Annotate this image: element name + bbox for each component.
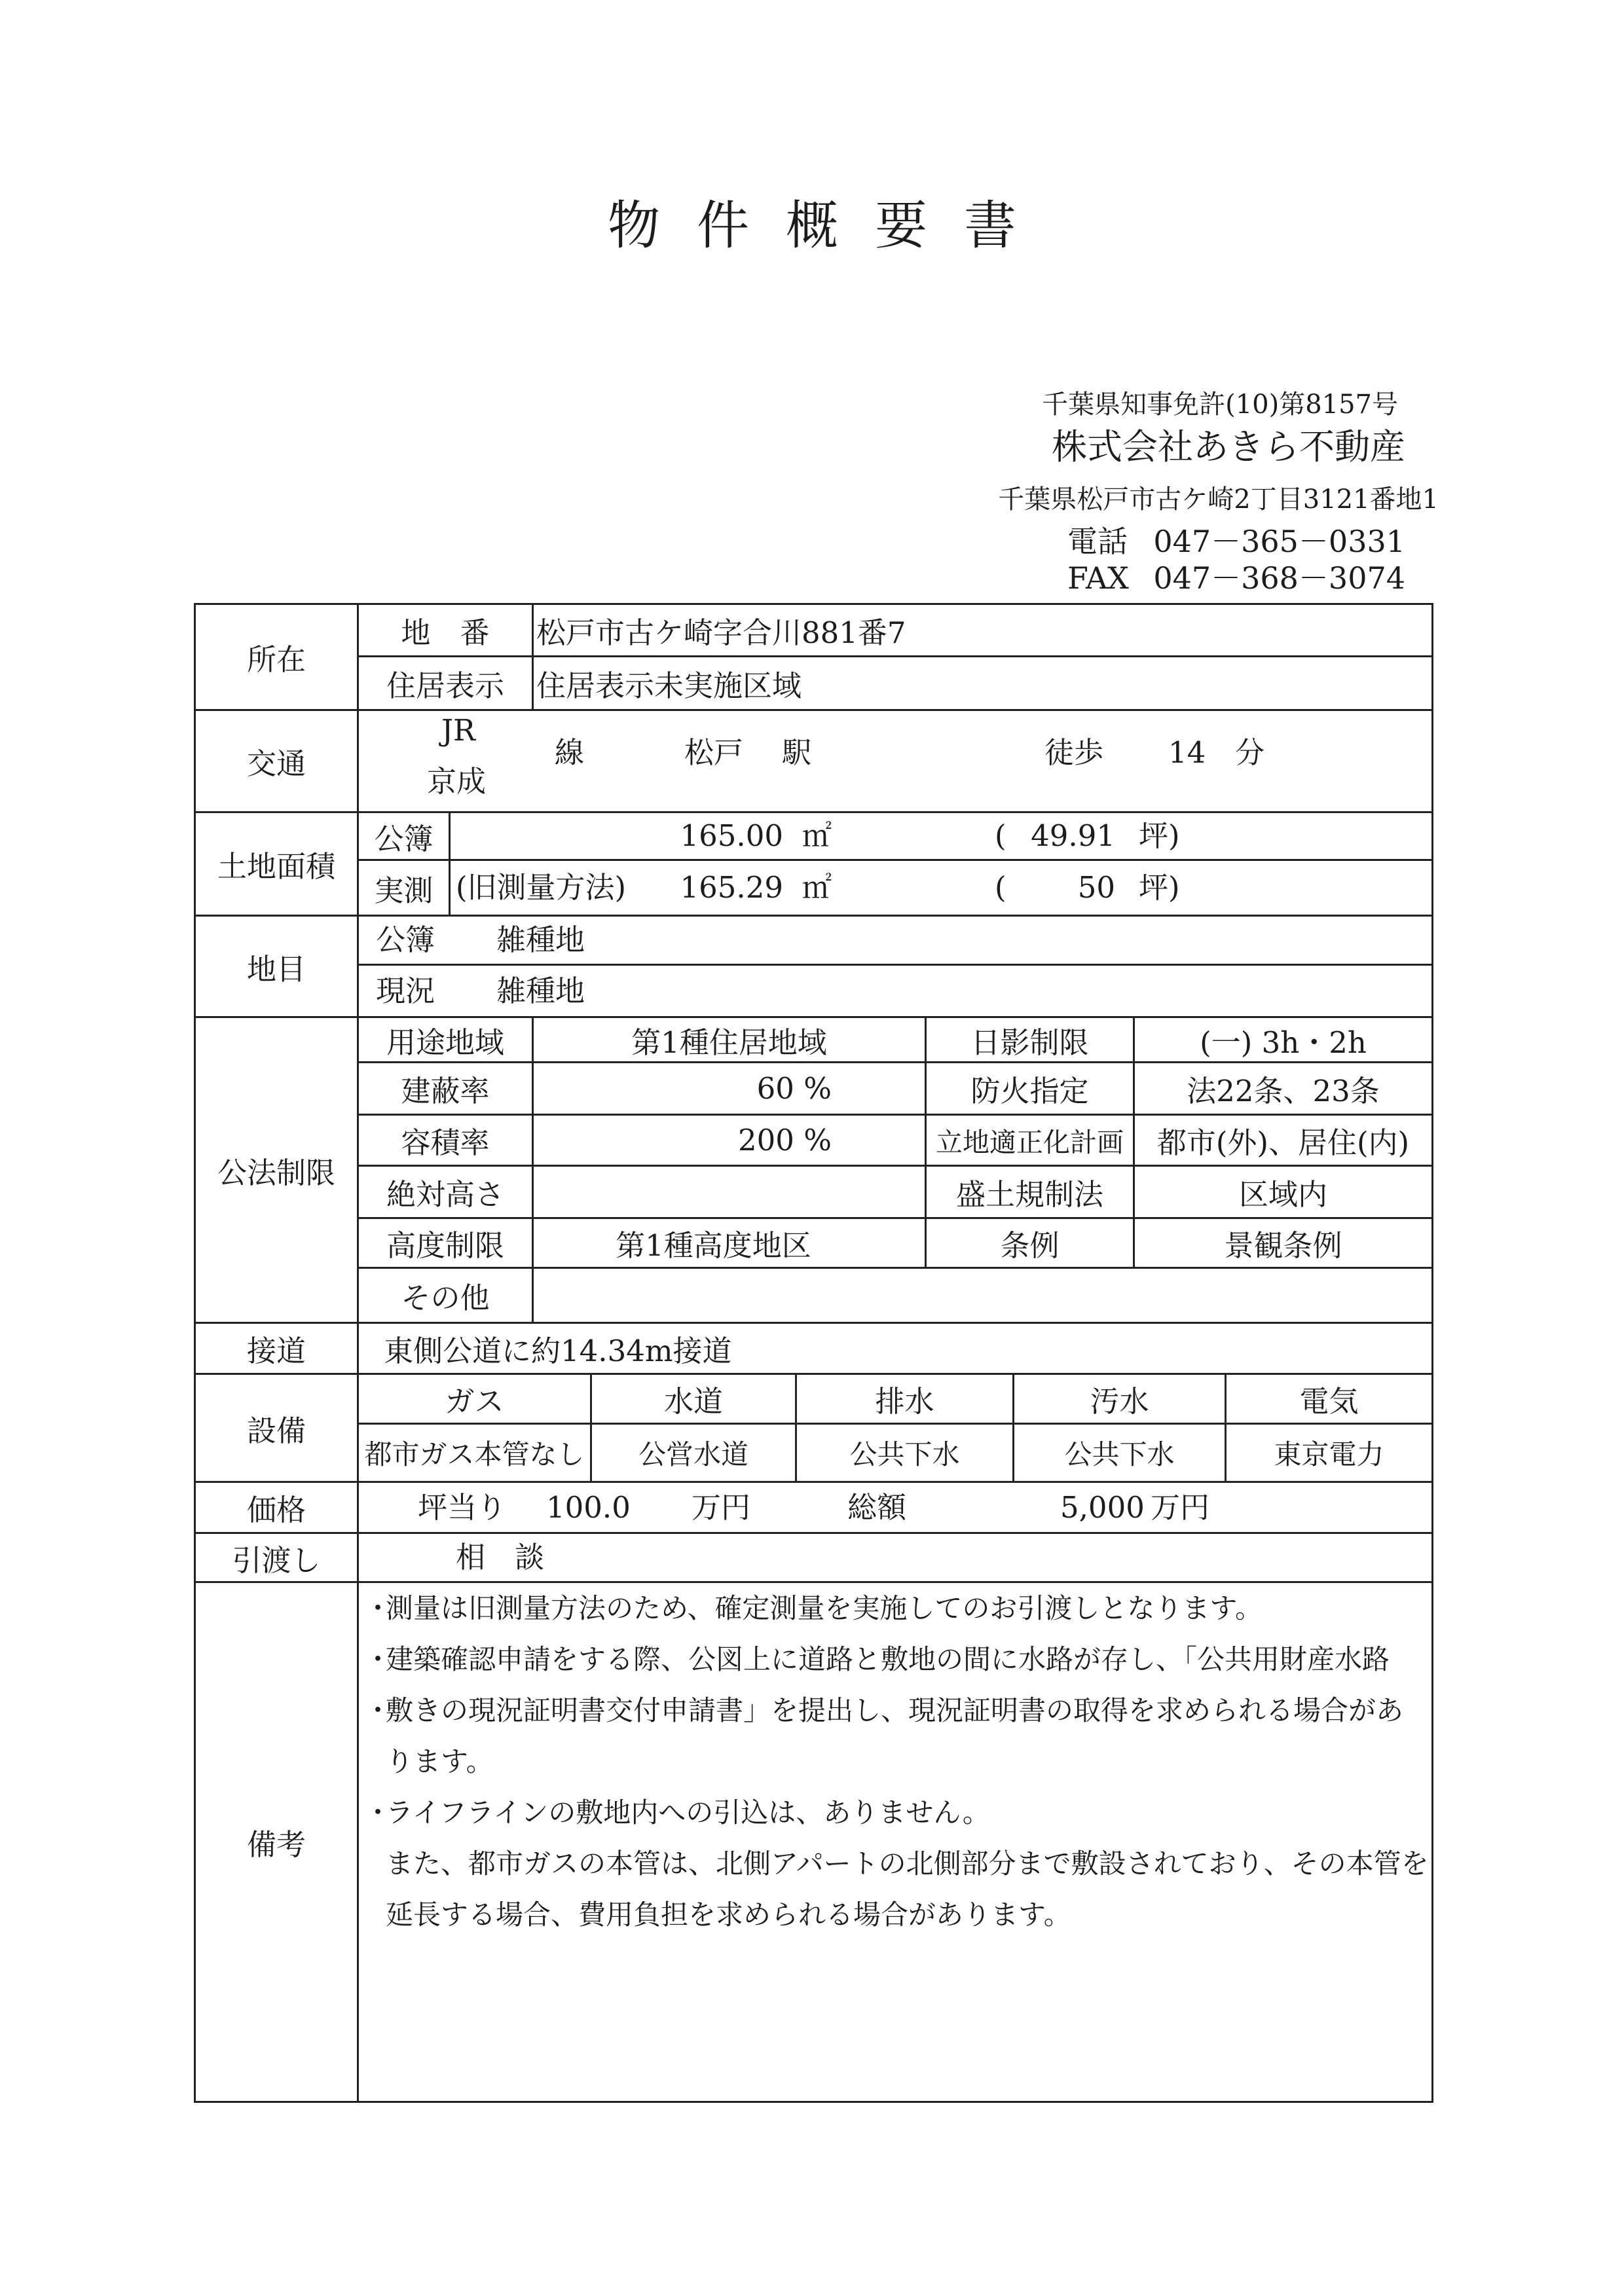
minutes-unit: 分 bbox=[1235, 735, 1265, 770]
document-title: 物件概要書 bbox=[608, 195, 1053, 256]
lot-number-label: 地 番 bbox=[357, 603, 534, 657]
utility-value: 都市ガス本管なし bbox=[357, 1423, 592, 1483]
road-label: 接道 bbox=[194, 1322, 359, 1375]
regulation-label-2: 条例 bbox=[925, 1217, 1135, 1269]
remarks-bullet: ・ bbox=[364, 1796, 392, 1829]
utility-value: 公共下水 bbox=[795, 1423, 1014, 1483]
regulation-label-2: 盛土規制法 bbox=[925, 1165, 1135, 1219]
price-per-tsubo: 100.0 bbox=[546, 1489, 631, 1525]
remarks-label: 備考 bbox=[194, 1581, 359, 2103]
handover-value: 相 談 bbox=[456, 1540, 545, 1575]
regulation-label: 用途地域 bbox=[357, 1016, 534, 1063]
fax-number: 047－368－3074 bbox=[1153, 560, 1405, 596]
price-content bbox=[357, 1481, 1433, 1534]
land-area-label: 土地面積 bbox=[194, 811, 359, 917]
regulation-value-2: 法22条、23条 bbox=[1133, 1061, 1433, 1116]
company-name: 株式会社あきら不動産 bbox=[1052, 426, 1405, 467]
tel-label: 電話 bbox=[1067, 524, 1128, 559]
location-label: 所在 bbox=[194, 603, 359, 711]
measured-area-value bbox=[449, 859, 1433, 917]
utility-header: 電気 bbox=[1225, 1373, 1433, 1425]
remarks-line bbox=[364, 1736, 1431, 1787]
regulation-value: 第1種住居地域 bbox=[532, 1016, 927, 1063]
fax-label: FAX bbox=[1067, 560, 1129, 596]
land-category-label: 地目 bbox=[194, 915, 359, 1018]
measured-tsubo-unit: 坪) bbox=[1139, 870, 1180, 905]
regulation-label-2: 防火指定 bbox=[925, 1061, 1135, 1116]
regulation-label: 建蔽率 bbox=[357, 1061, 534, 1116]
regulation-value bbox=[532, 1165, 927, 1219]
license-number: 千葉県知事免許(10)第8157号 bbox=[1042, 390, 1398, 420]
remarks-line bbox=[364, 1685, 1431, 1736]
utilities-label: 設備 bbox=[194, 1373, 359, 1483]
regulation-value: 200 % bbox=[532, 1114, 927, 1167]
utility-header: 排水 bbox=[795, 1373, 1014, 1425]
land-category-row-value: 雑種地 bbox=[496, 922, 585, 957]
measured-tsubo: 50 bbox=[1077, 870, 1115, 905]
registered-sqm: 165.00 bbox=[680, 818, 783, 853]
registered-area-value bbox=[449, 811, 1433, 861]
residence-address-label: 住居表示 bbox=[357, 655, 534, 711]
measured-area-label: 実測 bbox=[357, 859, 451, 917]
price-total-unit: 万円 bbox=[1151, 1489, 1210, 1525]
registered-area-label: 公簿 bbox=[357, 811, 451, 861]
walk-label: 徒歩 bbox=[1044, 735, 1104, 770]
remarks-line bbox=[364, 1838, 1431, 1889]
handover-content bbox=[357, 1532, 1433, 1583]
access-content bbox=[357, 709, 1433, 813]
price-label: 価格 bbox=[194, 1481, 359, 1534]
remarks-bullet: ・ bbox=[364, 1643, 392, 1675]
regulation-value-2: 都市(外)、居住(内) bbox=[1133, 1114, 1433, 1167]
regulation-label: 絶対高さ bbox=[357, 1165, 534, 1219]
registered-open-paren: ( bbox=[995, 818, 1006, 853]
utility-header: 汚水 bbox=[1012, 1373, 1227, 1425]
remarks-text: また、都市ガスの本管は、北側アパートの北側部分まで敷設されており、その本管を bbox=[386, 1848, 1429, 1880]
measured-sqm: 165.29 bbox=[680, 870, 783, 905]
price-total-label: 総額 bbox=[847, 1489, 907, 1525]
utility-value: 東京電力 bbox=[1225, 1423, 1433, 1483]
regulation-value: 第1種高度地区 bbox=[532, 1217, 927, 1269]
remarks-line bbox=[364, 1634, 1431, 1685]
regulation-label-2: 日影制限 bbox=[925, 1016, 1135, 1063]
residence-address-value bbox=[532, 655, 1433, 711]
remarks-text: 測量は旧測量方法のため、確定測量を実施してのお引渡しとなります。 bbox=[386, 1592, 1263, 1624]
remarks-text: ります。 bbox=[386, 1745, 494, 1777]
property-table bbox=[194, 603, 1433, 2103]
remarks-text: ライフラインの敷地内への引込は、ありません。 bbox=[386, 1796, 990, 1829]
lot-number-value bbox=[532, 603, 1433, 657]
regulation-value: 60 % bbox=[532, 1061, 927, 1116]
measured-open-paren: ( bbox=[995, 870, 1006, 905]
land-category-row bbox=[357, 915, 1433, 966]
remarks-bullet: ・ bbox=[364, 1592, 392, 1624]
walk-minutes: 14 bbox=[1168, 735, 1206, 770]
land-category-row-value: 雑種地 bbox=[496, 973, 585, 1008]
railway-line-1: JR bbox=[441, 713, 475, 748]
measured-sqm-unit: ㎡ bbox=[802, 870, 832, 905]
remarks-content bbox=[357, 1581, 1433, 2103]
tel-number: 047－365－0331 bbox=[1153, 524, 1405, 559]
utility-value: 公共下水 bbox=[1012, 1423, 1227, 1483]
remarks-text: 建築確認申請をする際、公図上に道路と敷地の間に水路が存し、「公共用財産水路 bbox=[386, 1643, 1390, 1675]
line-suffix: 線 bbox=[555, 735, 585, 770]
regulation-label-2: 立地適正化計画 bbox=[925, 1114, 1135, 1167]
price-per-tsubo-label: 坪当り bbox=[418, 1489, 507, 1525]
remarks-bullet: ・ bbox=[364, 1694, 392, 1726]
land-category-row bbox=[357, 964, 1433, 1018]
remarks-text: 敷きの現況証明書交付申請書」を提出し、現況証明書の取得を求められる場合があ bbox=[386, 1694, 1404, 1726]
handover-label: 引渡し bbox=[194, 1532, 359, 1583]
regulation-label: 高度制限 bbox=[357, 1217, 534, 1269]
regulation-label: その他 bbox=[357, 1267, 534, 1324]
remarks-line bbox=[364, 1583, 1431, 1634]
utility-header: ガス bbox=[357, 1373, 592, 1425]
remarks-line bbox=[364, 1889, 1431, 1941]
regulations-label: 公法制限 bbox=[194, 1016, 359, 1324]
regulation-value bbox=[532, 1267, 1433, 1324]
registered-sqm-unit: ㎡ bbox=[802, 818, 832, 853]
regulation-value-2: 景観条例 bbox=[1133, 1217, 1433, 1269]
registered-tsubo: 49.91 bbox=[1031, 818, 1115, 853]
regulation-value-2: 区域内 bbox=[1133, 1165, 1433, 1219]
land-category-row-label: 公簿 bbox=[376, 922, 435, 957]
remarks-line bbox=[364, 1787, 1431, 1838]
registered-tsubo-unit: 坪) bbox=[1139, 818, 1180, 853]
access-label: 交通 bbox=[194, 709, 359, 813]
utility-header: 水道 bbox=[590, 1373, 797, 1425]
regulation-value-2: (一) 3h・2h bbox=[1133, 1016, 1433, 1063]
lot-number-text: 松戸市古ケ崎字合川881番7 bbox=[536, 615, 906, 650]
company-address: 千葉県松戸市古ケ崎2丁目3121番地1 bbox=[998, 484, 1439, 515]
measured-note: (旧測量方法) bbox=[456, 870, 627, 905]
utility-value: 公営水道 bbox=[590, 1423, 797, 1483]
residence-address-text: 住居表示未実施区域 bbox=[536, 668, 802, 703]
price-per-tsubo-unit: 万円 bbox=[692, 1489, 751, 1525]
price-total: 5,000 bbox=[1060, 1489, 1145, 1525]
remarks-text: 延長する場合、費用負担を求められる場合があります。 bbox=[386, 1899, 1071, 1931]
land-category-row-label: 現況 bbox=[376, 973, 435, 1008]
regulation-label: 容積率 bbox=[357, 1114, 534, 1167]
railway-line-2: 京成 bbox=[427, 764, 487, 799]
station-name: 松戸 bbox=[684, 735, 744, 770]
road-value: 東側公道に約14.34m接道 bbox=[357, 1322, 1433, 1375]
station-suffix: 駅 bbox=[782, 735, 812, 770]
